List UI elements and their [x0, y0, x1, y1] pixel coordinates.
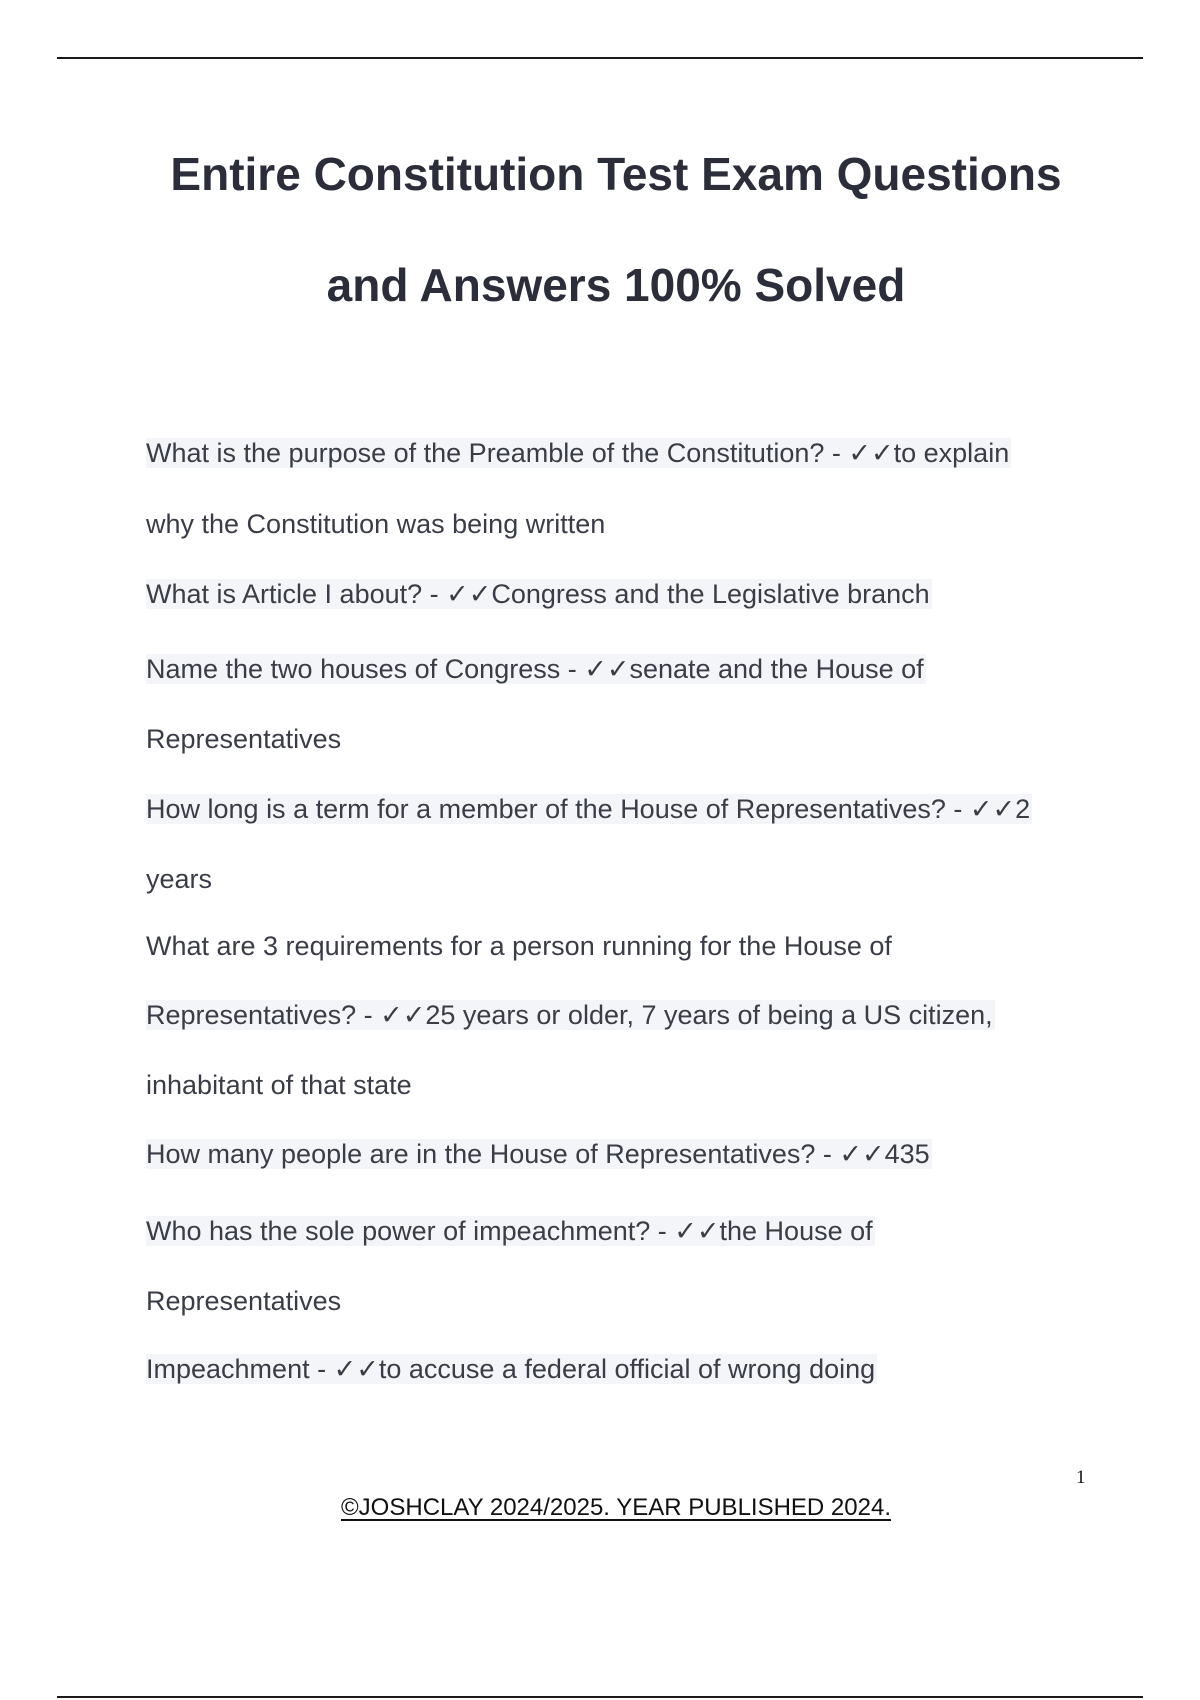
- qa-line-text: Representatives? - ✓✓25 years or older, 7 years of being a US citizen,: [146, 1000, 993, 1030]
- qa-line: [146, 575, 932, 613]
- qa-line-text: years: [146, 864, 213, 894]
- qa-line: [146, 505, 605, 543]
- qa-line: [146, 1350, 877, 1388]
- qa-line-text: How many people are in the House of Representatives? - ✓✓435: [146, 1139, 930, 1169]
- qa-line: [146, 1135, 932, 1173]
- qa-line-text: inhabitant of that state: [146, 1070, 412, 1100]
- page-title-line-1: Entire Constitution Test Exam Questions: [170, 148, 1062, 200]
- qa-line-text: Representatives: [146, 724, 342, 754]
- qa-line: [146, 790, 1032, 828]
- qa-line: [146, 927, 892, 965]
- page-number: 1: [1076, 1467, 1086, 1488]
- qa-line-text: How long is a term for a member of the House of Representatives? - ✓✓2: [146, 794, 1031, 824]
- qa-line: [146, 650, 926, 688]
- qa-line-text: Representatives: [146, 1286, 342, 1316]
- qa-line: [146, 720, 341, 758]
- page-title-line-2: and Answers 100% Solved: [326, 259, 906, 311]
- qa-line-text: Who has the sole power of impeachment? - ✓✓the House of: [146, 1216, 873, 1246]
- qa-line-text: Impeachment - ✓✓to accuse a federal official of wrong doing: [146, 1354, 876, 1384]
- qa-line: [146, 860, 212, 898]
- qa-line: [146, 434, 1011, 472]
- qa-line: [146, 1212, 875, 1250]
- qa-line-text: Name the two houses of Congress - ✓✓senate and the House of: [146, 654, 924, 684]
- qa-line: [146, 1282, 341, 1320]
- qa-line-text: What are 3 requirements for a person running for the House of: [146, 931, 892, 961]
- qa-line-text: why the Constitution was being written: [146, 509, 606, 539]
- top-rule: [57, 57, 1143, 59]
- qa-line: [146, 1066, 412, 1104]
- qa-line: [146, 996, 995, 1034]
- footer-text: ©JOSHCLAY 2024/2025. YEAR PUBLISHED 2024.: [341, 1494, 891, 1521]
- bottom-rule: [57, 1696, 1143, 1698]
- qa-line-text: What is Article I about? - ✓✓Congress and the Legislative branch: [146, 579, 930, 609]
- qa-line-text: What is the purpose of the Preamble of the Constitution? - ✓✓to explain: [146, 438, 1010, 468]
- footer-copyright: [0, 1494, 1200, 1522]
